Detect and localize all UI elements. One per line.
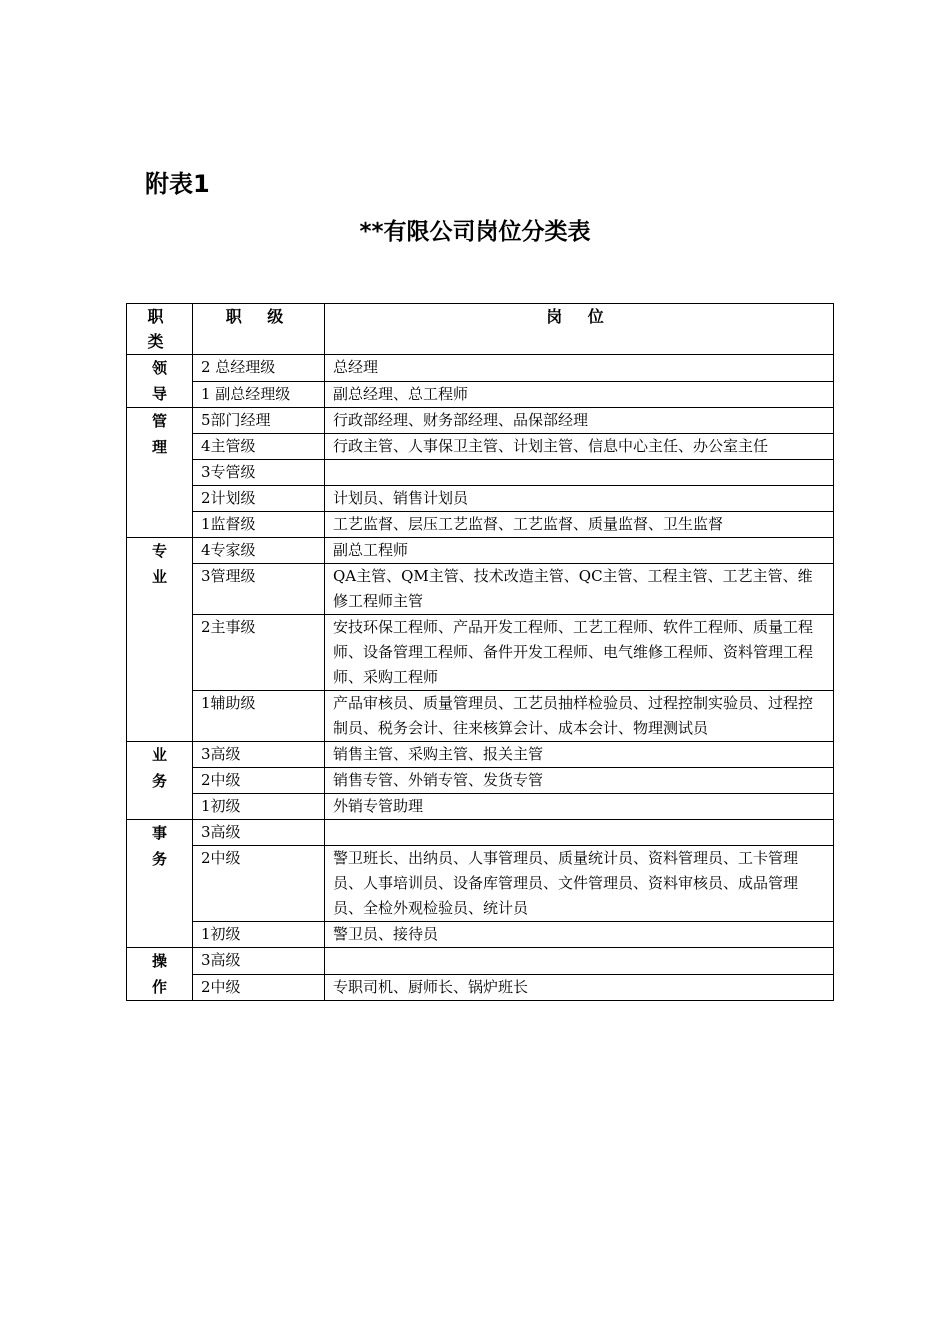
header-category: 职 类 [127,304,193,355]
level-cell: 2中级 [193,974,325,1001]
category-char: 专 [151,542,167,560]
table-row [127,538,834,564]
level-cell: 4专家级 [193,538,325,564]
category-char: 导 [151,385,167,403]
positions-cell: 警卫员、接待员 [325,922,834,948]
header-row [127,304,834,355]
level-cell: 2主事级 [193,615,325,691]
table-row [127,564,834,615]
table-row [127,974,834,1001]
positions-cell: 总经理 [325,355,834,382]
category-cell [127,355,193,408]
level-cell: 1初级 [193,794,325,820]
level-cell: 2中级 [193,846,325,922]
level-cell: 2 总经理级 [193,355,325,382]
table-row [127,846,834,922]
header-position: 岗 位 [325,304,834,355]
level-cell: 2计划级 [193,486,325,512]
category-char: 理 [151,438,167,456]
category-char: 作 [151,978,167,996]
level-cell: 1辅助级 [193,691,325,742]
category-char: 业 [151,746,167,764]
level-cell: 3管理级 [193,564,325,615]
positions-cell: 警卫班长、出纳员、人事管理员、质量统计员、资料管理员、工卡管理员、人事培训员、设备库管理员、文件管理员、资料审核员、成品管理员、全检外观检验员、统计员 [325,846,834,922]
table-body [127,355,834,1001]
positions-cell: 计划员、销售计划员 [325,486,834,512]
category-cell [127,820,193,948]
positions-cell: 行政主管、人事保卫主管、计划主管、信息中心主任、办公室主任 [325,434,834,460]
positions-cell: 销售专管、外销专管、发货专管 [325,768,834,794]
header-level: 职 级 [193,304,325,355]
table-row [127,512,834,538]
positions-cell [325,820,834,846]
category-cell [127,538,193,742]
page-title: **有限公司岗位分类表 [359,219,591,245]
appendix-label: 附表1 [145,170,210,198]
category-char: 操 [151,952,167,970]
table-row [127,922,834,948]
table-row [127,381,834,408]
positions-cell: 外销专管助理 [325,794,834,820]
positions-cell: 副总工程师 [325,538,834,564]
positions-cell: 产品审核员、质量管理员、工艺员抽样检验员、过程控制实验员、过程控制员、税务会计、往来核算会计、成本会计、物理测试员 [325,691,834,742]
level-cell: 3专管级 [193,460,325,486]
category-char: 务 [151,772,167,790]
category-cell [127,742,193,820]
category-char: 事 [151,824,167,842]
positions-cell [325,460,834,486]
table-row [127,948,834,975]
level-cell: 3高级 [193,948,325,975]
table-row [127,742,834,768]
level-cell: 1监督级 [193,512,325,538]
category-char: 领 [151,359,167,377]
level-cell: 1 副总经理级 [193,381,325,408]
positions-cell: 副总经理、总工程师 [325,381,834,408]
positions-cell: 销售主管、采购主管、报关主管 [325,742,834,768]
positions-cell [325,948,834,975]
table-row [127,434,834,460]
positions-cell: 行政部经理、财务部经理、品保部经理 [325,408,834,434]
table-row [127,794,834,820]
table-row [127,486,834,512]
table-row [127,355,834,382]
level-cell: 1初级 [193,922,325,948]
positions-cell: 专职司机、厨师长、锅炉班长 [325,974,834,1001]
category-cell [127,408,193,538]
level-cell: 3高级 [193,742,325,768]
category-cell [127,948,193,1001]
table-row [127,615,834,691]
category-char: 管 [151,412,167,430]
position-classification-table [126,303,834,1001]
positions-cell: QA主管、QM主管、技术改造主管、QC主管、工程主管、工艺主管、维修工程师主管 [325,564,834,615]
table-row [127,768,834,794]
level-cell: 2中级 [193,768,325,794]
level-cell: 5部门经理 [193,408,325,434]
table-row [127,408,834,434]
category-char: 务 [151,850,167,868]
level-cell: 3高级 [193,820,325,846]
positions-cell: 工艺监督、层压工艺监督、工艺监督、质量监督、卫生监督 [325,512,834,538]
category-char: 业 [151,568,167,586]
table-row [127,820,834,846]
positions-cell: 安技环保工程师、产品开发工程师、工艺工程师、软件工程师、质量工程师、设备管理工程师、备件开发工程师、电气维修工程师、资料管理工程师、采购工程师 [325,615,834,691]
level-cell: 4主管级 [193,434,325,460]
table-row [127,691,834,742]
table-row [127,460,834,486]
